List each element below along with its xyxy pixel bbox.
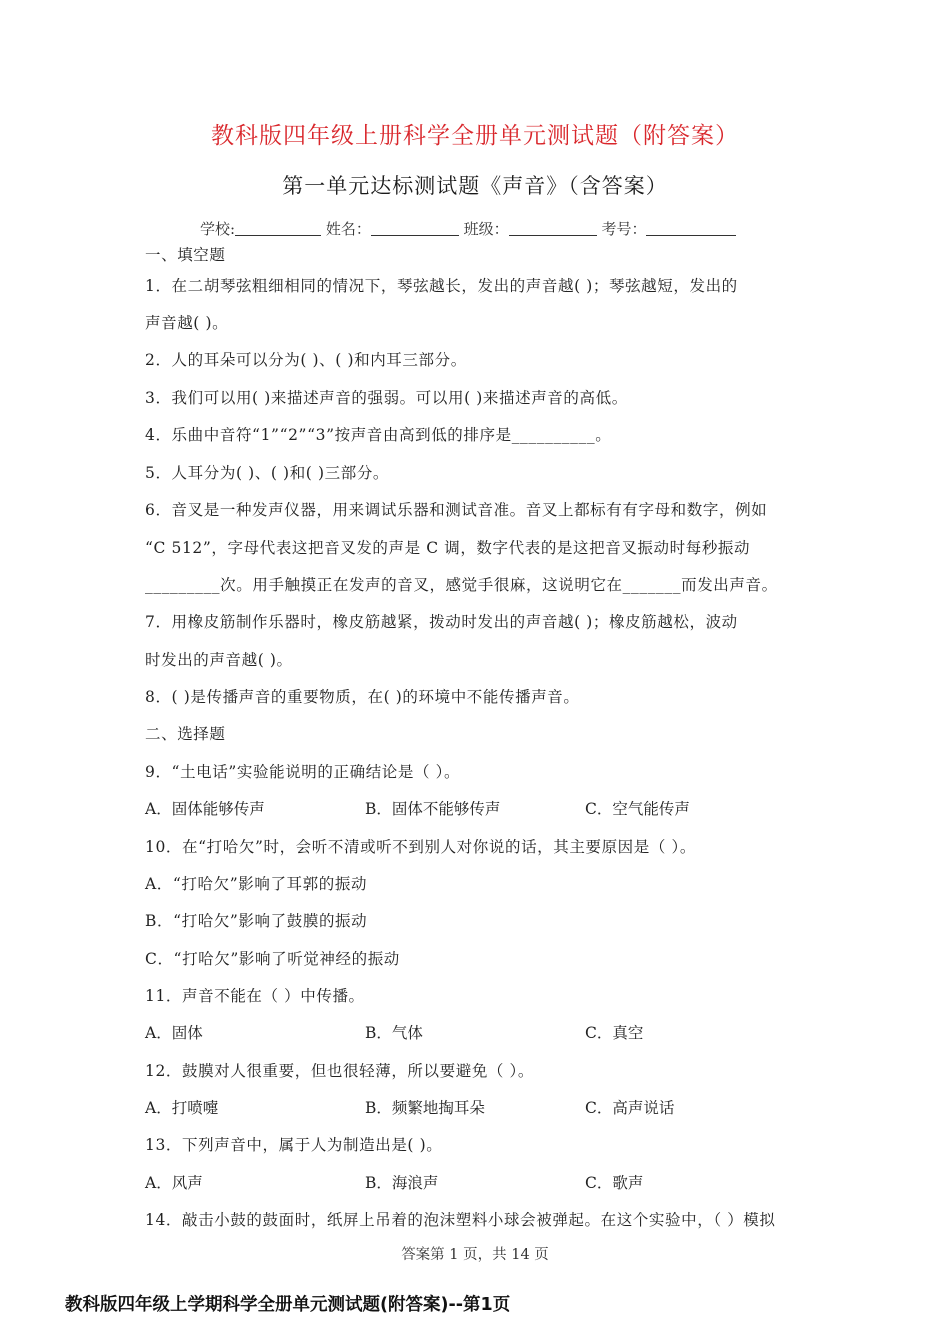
sub-title: 第一单元达标测试题《声音》（含答案） xyxy=(282,174,668,198)
option-a: A．固体 xyxy=(145,1024,203,1042)
class-blank xyxy=(509,221,597,236)
section-fill-blank-heading: 一、填空题 xyxy=(145,246,226,264)
school-blank xyxy=(235,221,321,236)
question-line: 7．用橡皮筋制作乐器时，橡皮筋越紧，拨动时发出的声音越( )；橡皮筋越松，波动 xyxy=(145,613,738,631)
option-b: B．频繁地掏耳朵 xyxy=(365,1099,485,1117)
question-line: 时发出的声音越( )。 xyxy=(145,651,293,669)
option-c: C．歌声 xyxy=(585,1174,644,1192)
question-line: 5．人耳分为( )、( )和( )三部分。 xyxy=(145,464,390,482)
question-line: 3．我们可以用( )来描述声音的强弱。可以用( )来描述声音的高低。 xyxy=(145,389,628,407)
student-info-row xyxy=(200,218,736,239)
question-line: 8．( )是传播声音的重要物质，在( )的环境中不能传播声音。 xyxy=(145,688,580,706)
document-caption: 教科版四年级上学期科学全册单元测试题(附答案)--第1页 xyxy=(65,1295,511,1315)
option-a: A．打喷嚏 xyxy=(145,1099,219,1117)
option-a: A．“打哈欠”影响了耳郭的振动 xyxy=(145,875,368,893)
name-label: 姓名： xyxy=(325,220,371,238)
question-line: 1．在二胡琴弦粗细相同的情况下，琴弦越长，发出的声音越( )；琴弦越短，发出的 xyxy=(145,277,738,295)
question-line: 4．乐曲中音符“1”“2”“3”按声音由高到低的排序是__________。 xyxy=(145,426,612,444)
question-line: 10．在“打哈欠”时，会听不清或听不到别人对你说的话，其主要原因是（ ）。 xyxy=(145,838,696,856)
option-c: C．“打哈欠”影响了听觉神经的振动 xyxy=(145,950,400,968)
option-a: A．固体能够传声 xyxy=(145,800,265,818)
option-b: B．固体不能够传声 xyxy=(365,800,501,818)
question-line: 2．人的耳朵可以分为( )、( )和内耳三部分。 xyxy=(145,351,467,369)
class-label: 班级： xyxy=(463,220,509,238)
option-a: A．风声 xyxy=(145,1174,203,1192)
question-line: 12．鼓膜对人很重要，但也很轻薄，所以要避免（ ）。 xyxy=(145,1062,535,1080)
question-line: 声音越( )。 xyxy=(145,314,229,332)
option-c: C．高声说话 xyxy=(585,1099,675,1117)
question-line: 6．音叉是一种发声仪器，用来调试乐器和测试音准。音叉上都标有有字母和数字，例如 xyxy=(145,501,768,519)
question-line: 14．敲击小鼓的鼓面时，纸屏上吊着的泡沫塑料小球会被弹起。在这个实验中，（ ）模拟 xyxy=(145,1211,776,1229)
option-c: C．真空 xyxy=(585,1024,644,1042)
question-line: “C 512”，字母代表这把音叉发的声是 C 调，数字代表的是这把音叉振动时每秒振动 xyxy=(145,539,751,557)
question-line: 13．下列声音中，属于人为制造出是( )。 xyxy=(145,1136,443,1154)
option-b: B．“打哈欠”影响了鼓膜的振动 xyxy=(145,912,368,930)
section-choice-heading: 二、选择题 xyxy=(145,725,226,743)
question-line: 9．“土电话”实验能说明的正确结论是（ ）。 xyxy=(145,763,461,781)
question-line: 11．声音不能在（ ）中传播。 xyxy=(145,987,365,1005)
option-c: C．空气能传声 xyxy=(585,800,690,818)
number-label: 考号： xyxy=(601,220,647,238)
school-label: 学校: xyxy=(200,220,236,238)
name-blank xyxy=(371,221,459,236)
question-line: _________次。用手触摸正在发声的音叉，感觉手很麻，这说明它在_______而发出声音。 xyxy=(145,576,778,594)
option-b: B．气体 xyxy=(365,1024,423,1042)
main-title: 教科版四年级上册科学全册单元测试题（附答案） xyxy=(211,123,739,149)
page-footer: 答案第 1 页，共 14 页 xyxy=(401,1247,549,1263)
option-b: B．海浪声 xyxy=(365,1174,439,1192)
number-blank xyxy=(646,221,736,236)
